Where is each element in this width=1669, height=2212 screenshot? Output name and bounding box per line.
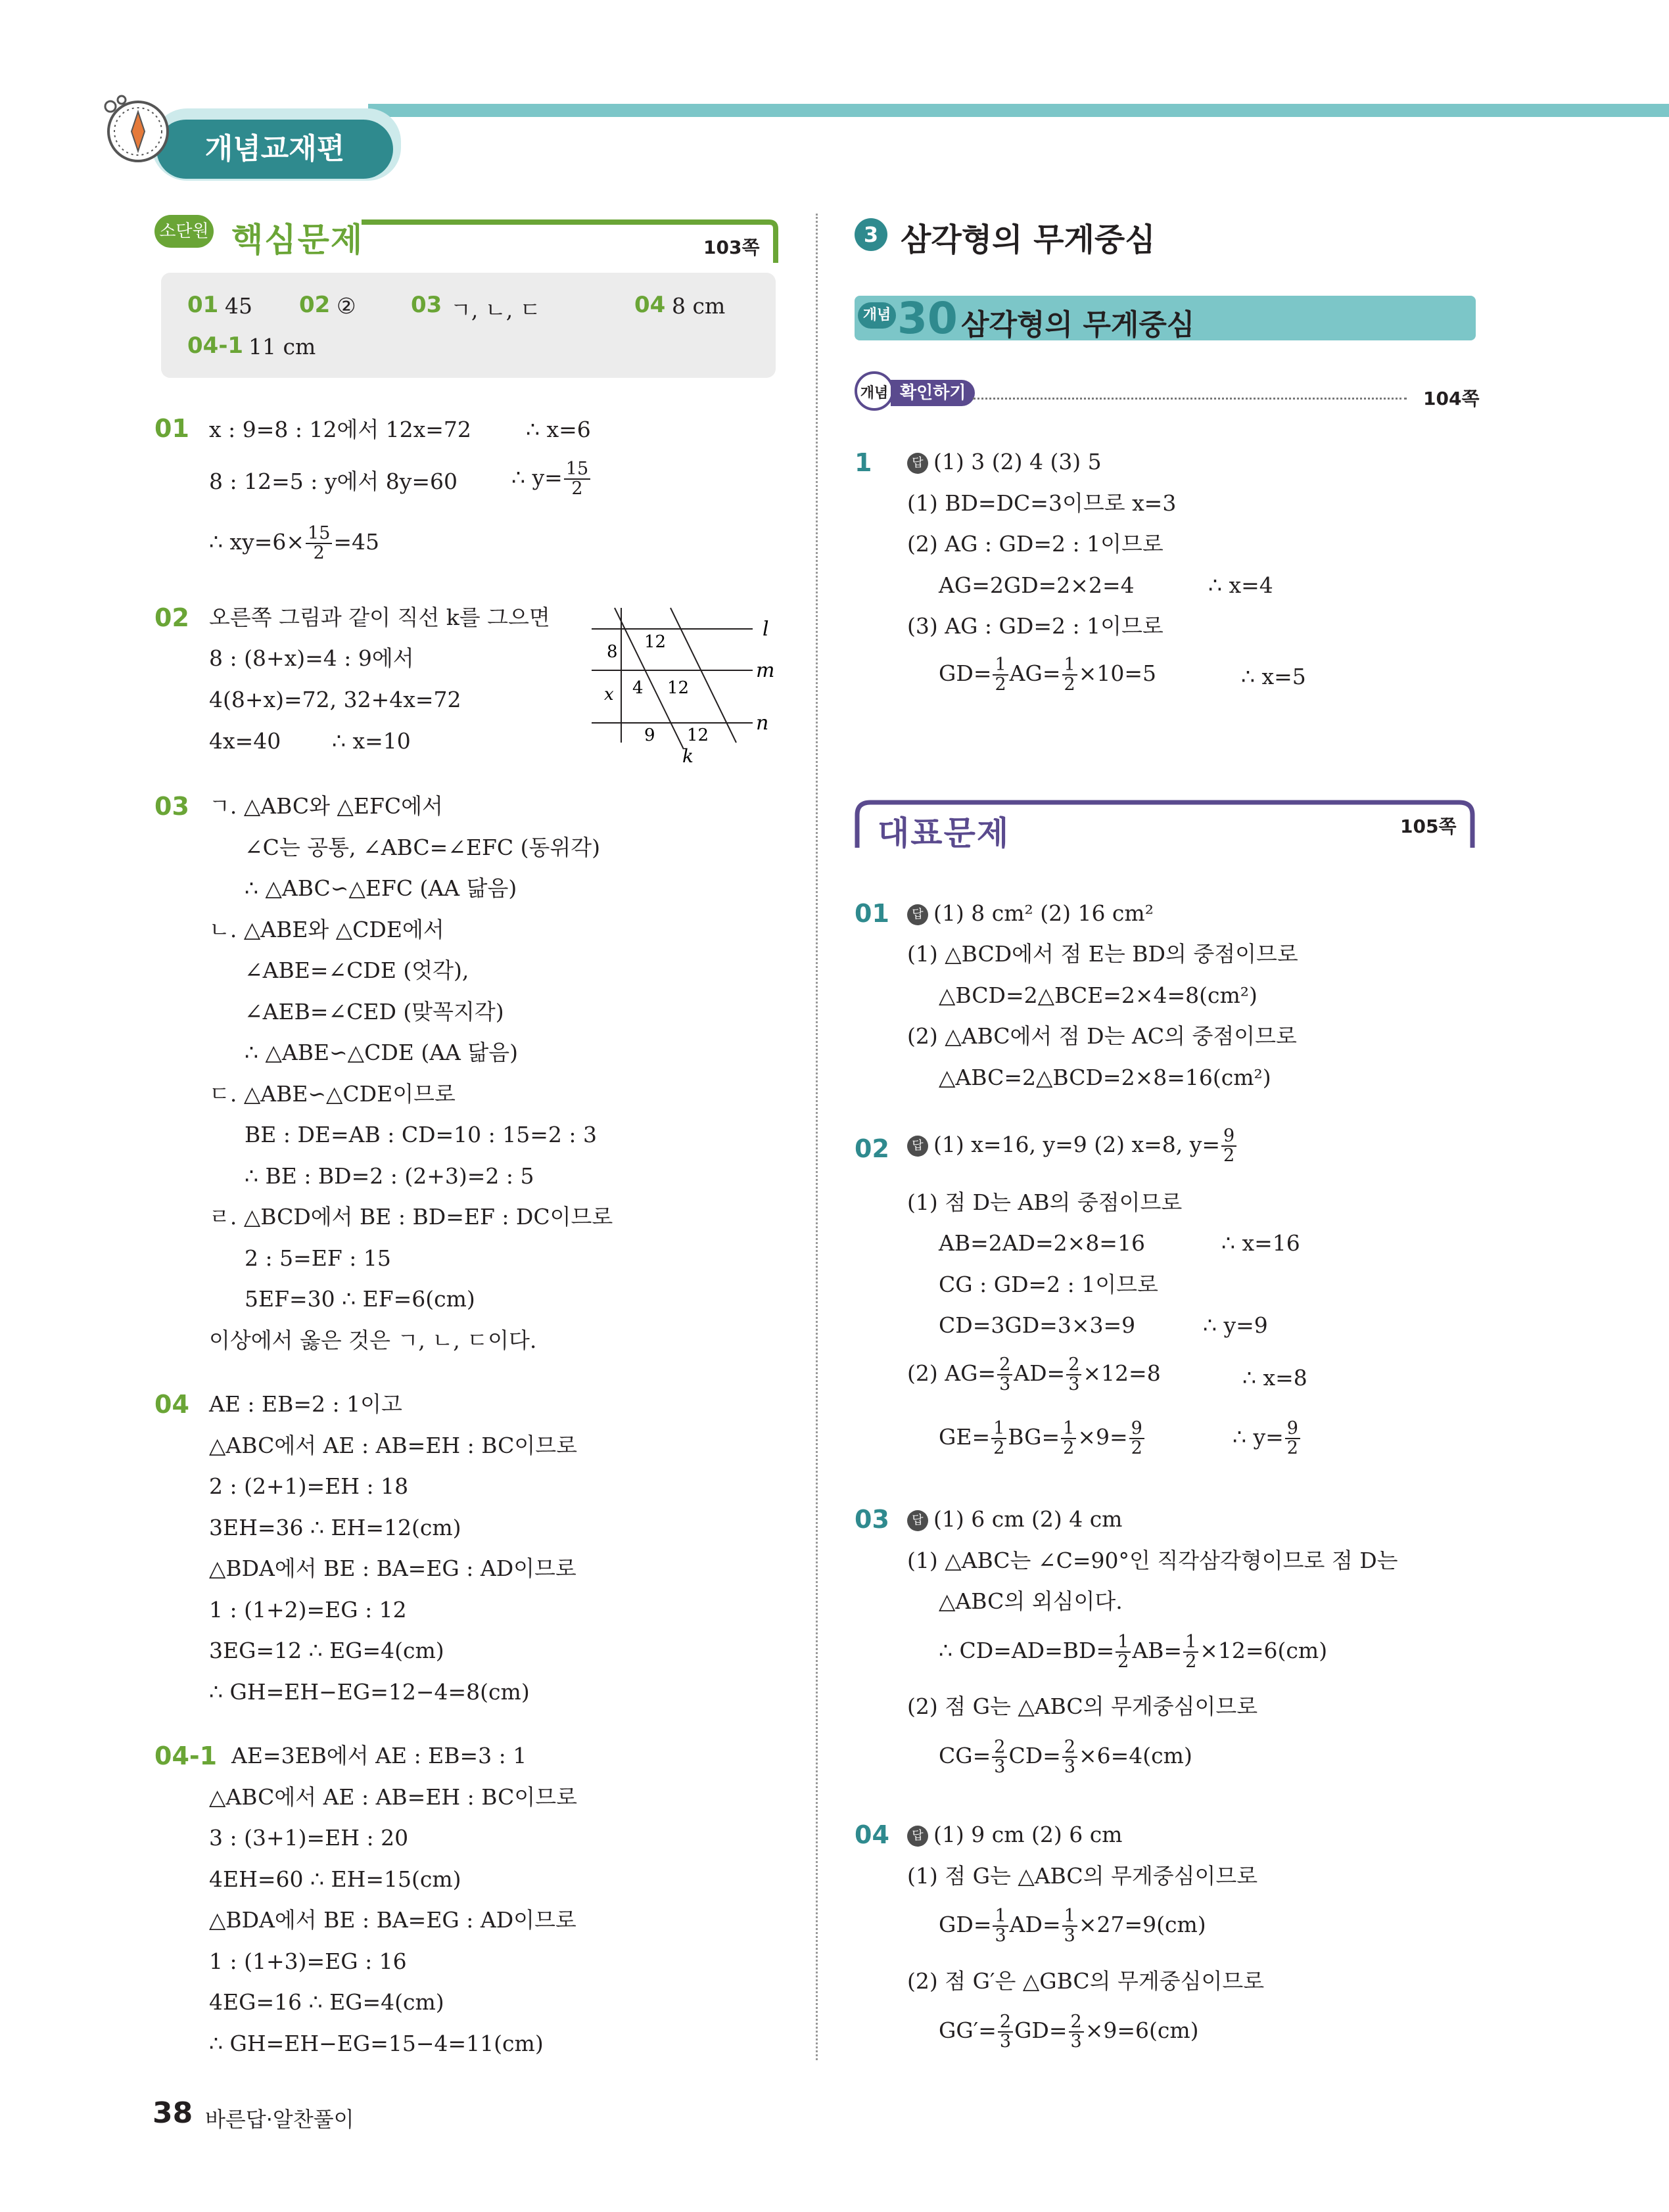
solution-line (939, 1633, 1327, 1671)
problem-number: 03 (855, 1505, 889, 1534)
fraction: $\frac{1}{2}$ (1116, 1633, 1131, 1671)
question-number: 01 (154, 414, 189, 443)
problem-number: 1 (855, 448, 872, 477)
solution-line (939, 1738, 1192, 1776)
solution-text: AD= (1014, 1360, 1066, 1386)
solution-line (939, 1419, 1146, 1458)
solution-line (939, 2013, 1199, 2051)
solution-text: ∴ CD=AD=BD= (939, 1638, 1115, 1663)
solution-text: ×27=9(cm) (1078, 1912, 1206, 1937)
figure-label: l (763, 618, 769, 641)
solution-line: ∴ GH=EH−EG=12−4=8(cm) (209, 1679, 530, 1705)
solution-text: ×9= (1077, 1424, 1128, 1450)
solution-line: (1) △ABC는 ∠C=90°인 직각삼각형이므로 점 D는 (907, 1548, 1398, 1573)
fraction: $\frac{1}{2}$ (1183, 1633, 1198, 1671)
solution-line: 4(8+x)=72, 32+4x=72 (209, 687, 461, 712)
solution-text: ×10=5 (1078, 660, 1156, 686)
rep-page: 105쪽 (1400, 816, 1457, 837)
check-page: 104쪽 (1423, 388, 1480, 409)
solution-line: CD=3GD=3×3=9 (939, 1312, 1136, 1338)
fraction: $\frac{9}{2}$ (1221, 1127, 1236, 1165)
solution-line: AG=2GD=2×2=4 (939, 572, 1135, 598)
solution-text: GG′= (939, 2017, 997, 2043)
solution-line: ㄱ. △ABC와 △EFC에서 (209, 793, 443, 819)
answer-text: (1) 8 cm² (2) 16 cm² (933, 900, 1154, 926)
answer-label: 02 (299, 292, 331, 318)
solution-line: CG : GD=2 : 1이므로 (939, 1272, 1158, 1297)
answer-icon: 답 (907, 904, 928, 925)
solution-text: GD= (939, 1912, 992, 1937)
check-badge: 개념 (855, 371, 894, 411)
solution-text: AB= (1132, 1638, 1183, 1663)
solution-line: ㄹ. △BCD에서 BE : BD=EF : DC이므로 (209, 1204, 613, 1230)
fraction: $\frac{9}{2}$ (1285, 1419, 1300, 1458)
solution-line: ∴ GH=EH−EG=15−4=11(cm) (209, 2031, 544, 2056)
solution-line: ∴ x=16 (1221, 1230, 1300, 1256)
answer-text: (1) 3 (2) 4 (3) 5 (933, 449, 1102, 474)
solution-line: ㄷ. △ABE∽△CDE이므로 (209, 1081, 456, 1107)
figure-label: 12 (687, 726, 709, 745)
concept-badge: 개념 (858, 302, 896, 329)
figure-label: k (682, 745, 693, 766)
solution-line: (2) 점 G는 △ABC의 무게중심이므로 (907, 1694, 1258, 1719)
fraction: $\frac{1}{2}$ (1062, 656, 1077, 694)
solution-line: △ABC의 외심이다. (939, 1588, 1123, 1614)
solution-line: AE=3EB에서 AE : EB=3 : 1 (231, 1743, 527, 1768)
answer-label: 01 (187, 292, 219, 318)
solution-text: ×12=8 (1083, 1360, 1161, 1386)
solution-line: (1) △BCD에서 점 E는 BD의 중점이므로 (907, 941, 1298, 967)
solution-line: 4x=40 (209, 728, 281, 754)
answer-line (907, 1127, 1238, 1165)
fraction: $\frac{15}{2}$ (564, 460, 590, 498)
section-badge: 소단원 (154, 215, 214, 248)
solution-line: △ABC에서 AE : AB=EH : BC이므로 (209, 1784, 578, 1810)
answer-icon: 답 (907, 453, 928, 474)
fraction: $\frac{2}{3}$ (992, 1738, 1007, 1776)
solution-text: CG= (939, 1743, 991, 1768)
problem-number: 04 (855, 1820, 889, 1849)
compass-logo-icon (99, 92, 177, 171)
problem-number: 02 (855, 1134, 889, 1163)
answer-icon: 답 (907, 1826, 928, 1847)
solution-line: △ABC에서 AE : AB=EH : BC이므로 (209, 1433, 578, 1458)
solution-line: (1) 점 G는 △ABC의 무게중심이므로 (907, 1863, 1258, 1889)
solution-text: ×9=6(cm) (1085, 2017, 1199, 2043)
solution-line: ∴ BE : BD=2 : (2+3)=2 : 5 (245, 1163, 534, 1189)
answer-line (907, 1506, 1122, 1532)
fraction: $\frac{1}{3}$ (1062, 1907, 1077, 1945)
solution-line: (1) 점 D는 AB의 중점이므로 (907, 1189, 1183, 1215)
answer-label: 03 (411, 292, 442, 318)
solution-text: (2) AG= (907, 1360, 997, 1386)
answer-value: ② (337, 293, 356, 319)
answer-value: 45 (225, 293, 252, 319)
solution-line: △BDA에서 BE : BA=EG : AD이므로 (209, 1555, 576, 1581)
solution-line: ∴ △ABE∽△CDE (AA 닮음) (245, 1040, 519, 1065)
solution-line: 4EG=16 ∴ EG=4(cm) (209, 1989, 444, 2015)
figure-label: n (756, 712, 769, 735)
concept-number: 30 (897, 293, 958, 344)
page-number: 38 (153, 2096, 193, 2130)
check-label: 확인하기 (891, 380, 975, 406)
header-tab-label: 개념교재편 (204, 132, 345, 166)
solution-line: ㄴ. △ABE와 △CDE에서 (209, 917, 444, 942)
solution-line: BE : DE=AB : CD=10 : 15=2 : 3 (245, 1122, 597, 1147)
solution-line: △ABC=2△BCD=2×8=16(cm²) (939, 1065, 1271, 1090)
fraction: $\frac{2}{3}$ (997, 1356, 1012, 1394)
fraction: $\frac{9}{2}$ (1129, 1419, 1144, 1458)
solution-line: 1 : (1+2)=EG : 12 (209, 1597, 407, 1623)
solution-line: 3 : (3+1)=EH : 20 (209, 1825, 409, 1851)
check-dotted-line (973, 398, 1407, 400)
answer-icon: 답 (907, 1136, 928, 1157)
fraction: $\frac{1}{3}$ (993, 1907, 1008, 1945)
solution-text: AD= (1009, 1912, 1061, 1937)
fraction: $\frac{1}{2}$ (1061, 1419, 1076, 1458)
fraction: $\frac{2}{3}$ (998, 2013, 1013, 2051)
answer-line (907, 1822, 1122, 1848)
figure-label: 4 (632, 678, 644, 698)
figure-label: 9 (644, 726, 655, 745)
solution-text: ∴ y= (511, 465, 563, 490)
solution-line: ∠AEB=∠CED (맞꼭지각) (245, 999, 504, 1025)
chapter-title: 삼각형의 무게중심 (901, 221, 1156, 258)
figure-label: x (604, 685, 614, 704)
solution-line (511, 460, 592, 498)
solution-line (907, 1356, 1161, 1394)
chapter-number: 3 (855, 218, 887, 251)
section-page: 103쪽 (703, 237, 760, 258)
solution-line: ∴ x=5 (1241, 664, 1306, 689)
solution-text: ×12=6(cm) (1200, 1638, 1328, 1663)
solution-line (939, 1907, 1206, 1945)
solution-line: ∴ △ABC∽△EFC (AA 닮음) (245, 875, 517, 901)
question-number: 03 (154, 792, 189, 821)
solution-line: ∴ y=9 (1203, 1312, 1268, 1338)
solution-line: 8 : 12=5 : y에서 8y=60 (209, 469, 458, 494)
solution-line: ∴ x=6 (526, 417, 591, 442)
solution-text: =45 (333, 529, 380, 555)
solution-text: GD= (939, 660, 992, 686)
solution-line: 오른쪽 그림과 같이 직선 k를 그으면 (209, 605, 550, 630)
fraction: $\frac{2}{3}$ (1066, 1356, 1081, 1394)
fraction: $\frac{1}{2}$ (991, 1419, 1006, 1458)
parallel-lines-figure (588, 601, 786, 766)
solution-line: (2) 점 G′은 △GBC의 무게중심이므로 (907, 1968, 1265, 1994)
solution-line: 8 : (8+x)=4 : 9에서 (209, 645, 414, 671)
figure-label: 8 (607, 642, 618, 662)
solution-text: BG= (1008, 1424, 1060, 1450)
solution-text: GE= (939, 1424, 991, 1450)
solution-text: GD= (1014, 2017, 1068, 2043)
solution-line: ∠C는 공통, ∠ABC=∠EFC (동위각) (245, 835, 601, 860)
solution-line: x : 9=8 : 12에서 12x=72 (209, 417, 471, 442)
question-number: 04 (154, 1390, 189, 1419)
answer-value: ㄱ, ㄴ, ㄷ (450, 297, 541, 323)
solution-line: △BCD=2△BCE=2×4=8(cm²) (939, 982, 1258, 1008)
solution-text: AG= (1009, 660, 1061, 686)
solution-line (939, 656, 1156, 694)
answer-label: 04-1 (187, 333, 244, 359)
solution-text: ∴ xy=6× (209, 529, 305, 555)
solution-line: ∴ x=10 (332, 728, 411, 754)
solution-line: AE : EB=2 : 1이고 (209, 1391, 402, 1417)
fraction: $\frac{2}{3}$ (1062, 1738, 1077, 1776)
solution-line: 5EF=30 ∴ EF=6(cm) (245, 1286, 475, 1312)
solution-line (209, 524, 379, 563)
answer-line (907, 449, 1102, 475)
answer-text: (1) x=16, y=9 (2) x=8, y= (933, 1132, 1221, 1157)
solution-line: (1) BD=DC=3이므로 x=3 (907, 490, 1177, 516)
page-label: 바른답·알찬풀이 (205, 2107, 354, 2132)
rep-title: 대표문제 (878, 814, 1010, 852)
solution-text: ∴ y= (1233, 1424, 1284, 1450)
solution-text: ×6=4(cm) (1079, 1743, 1192, 1768)
fraction: $\frac{15}{2}$ (306, 524, 332, 563)
question-number: 04-1 (154, 1741, 218, 1770)
problem-number: 01 (855, 899, 889, 928)
figure-label: 12 (667, 678, 690, 698)
answer-icon: 답 (907, 1510, 928, 1531)
header-stripe (368, 104, 1669, 117)
fraction: $\frac{2}{3}$ (1069, 2013, 1084, 2051)
solution-line: ∴ x=4 (1208, 572, 1273, 598)
solution-text: CD= (1008, 1743, 1061, 1768)
solution-line: 이상에서 옳은 것은 ㄱ, ㄴ, ㄷ이다. (209, 1327, 537, 1353)
solution-line: (2) △ABC에서 점 D는 AC의 중점이므로 (907, 1023, 1297, 1049)
answer-value: 8 cm (672, 293, 726, 319)
answer-value: 11 cm (248, 334, 316, 359)
concept-title: 삼각형의 무게중심 (961, 308, 1195, 342)
solution-line: (2) AG : GD=2 : 1이므로 (907, 531, 1164, 557)
solution-line: 3EG=12 ∴ EG=4(cm) (209, 1638, 444, 1663)
section-title: 핵심문제 (231, 221, 364, 259)
answer-line (907, 900, 1154, 927)
solution-line: 1 : (1+3)=EG : 16 (209, 1948, 407, 1974)
answer-box (161, 273, 776, 378)
solution-line: ∠ABE=∠CDE (엇각), (245, 957, 469, 983)
answer-label: 04 (634, 292, 666, 318)
solution-line: ∴ x=8 (1242, 1365, 1307, 1391)
solution-line: 2 : (2+1)=EH : 18 (209, 1473, 409, 1499)
answer-text: (1) 9 cm (2) 6 cm (933, 1822, 1123, 1847)
answer-text: (1) 6 cm (2) 4 cm (933, 1506, 1123, 1532)
solution-line: 4EH=60 ∴ EH=15(cm) (209, 1866, 461, 1892)
solution-line: (3) AG : GD=2 : 1이므로 (907, 613, 1164, 639)
fraction: $\frac{1}{2}$ (993, 656, 1008, 694)
figure-label: m (756, 659, 775, 682)
solution-line: 3EH=36 ∴ EH=12(cm) (209, 1515, 461, 1540)
figure-label: 12 (644, 632, 667, 652)
question-number: 02 (154, 603, 189, 632)
solution-line: △BDA에서 BE : BA=EG : AD이므로 (209, 1907, 576, 1933)
solution-line: AB=2AD=2×8=16 (939, 1230, 1145, 1256)
solution-line: 2 : 5=EF : 15 (245, 1245, 391, 1271)
solution-line (1233, 1419, 1302, 1458)
column-divider (816, 214, 818, 2060)
